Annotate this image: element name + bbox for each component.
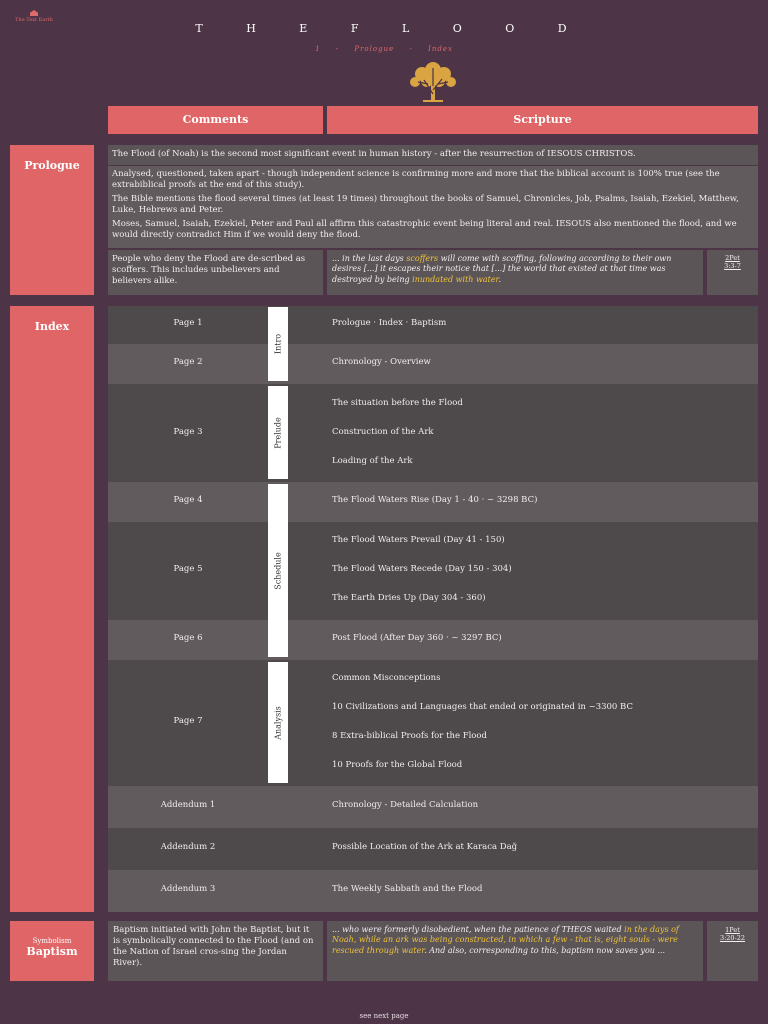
index-item[interactable]: 8 Extra-biblical Proofs for the Flood — [332, 731, 487, 741]
scripture-text: . — [498, 274, 502, 284]
subnav-link-prologue[interactable]: Prologue — [354, 45, 395, 53]
index-item[interactable]: Post Flood (After Day 360 · ~ 3297 BC) — [332, 633, 502, 643]
index-row-addendum-3[interactable] — [108, 870, 758, 912]
logo-text: The Text Earth — [15, 17, 53, 23]
group-tab-analysis — [268, 662, 288, 783]
index-row-page-4[interactable] — [108, 482, 758, 522]
section-title: Baptism — [26, 945, 78, 958]
page-label[interactable]: Page 4 — [173, 495, 203, 505]
subnav — [0, 45, 768, 53]
index-row-addendum-1[interactable] — [108, 786, 758, 828]
reference-book: 1Pet — [725, 926, 740, 934]
index-item[interactable]: 10 Proofs for the Global Flood — [332, 760, 463, 770]
tree-icon — [404, 58, 462, 106]
index-item[interactable]: Possible Location of the Ark at Karaca Dağ — [332, 842, 518, 852]
scripture-text: ... who were formerly disobedient, when the patience of THEOS waited — [332, 925, 625, 934]
subnav-separator: - — [335, 45, 340, 53]
index-row-page-2[interactable] — [108, 344, 758, 384]
section-sublabel: Symbolism — [32, 937, 72, 945]
scripture-highlight: inundated with water — [412, 274, 499, 284]
comments-column-header: Comments — [108, 106, 323, 134]
index-item[interactable]: Loading of the Ark — [332, 456, 413, 466]
reference-verse: 3:3-7 — [724, 261, 741, 270]
subnav-link-index[interactable]: Index — [428, 45, 453, 53]
scripture-highlight: scoffers — [406, 254, 439, 263]
index-item[interactable]: Prologue · Index · Baptism — [332, 318, 447, 328]
baptism-scripture — [327, 921, 703, 981]
prologue-paragraph: The Bible mentions the flood several times (at least 19 times) throughout the books of Samuel, Chronicles, Job, Psalms, Isaiah, Ezekiel, Matthew, Luke, Hebrews and Peter. — [112, 194, 739, 216]
section-label-prologue: Prologue — [10, 145, 94, 295]
page-label[interactable]: Page 6 — [173, 633, 203, 643]
index-item[interactable]: Construction of the Ark — [332, 427, 434, 437]
index-item[interactable]: The Flood Waters Rise (Day 1 - 40 · ~ 3298 BC) — [332, 495, 538, 505]
page-label[interactable]: Page 1 — [173, 318, 203, 328]
index-row-page-6[interactable] — [108, 620, 758, 660]
scripture-text: ... in the last days — [332, 254, 407, 263]
section-label-baptism — [10, 921, 94, 981]
index-item[interactable]: 10 Civilizations and Languages that ended or originated in ~3300 BC — [332, 702, 633, 712]
prologue-scripture — [327, 250, 703, 295]
prologue-intro: The Flood (of Noah) is the second most significant event in human history - after the resurrection of IESOUS CHRISTOS. — [108, 145, 758, 165]
index-item[interactable]: The situation before the Flood — [332, 398, 463, 408]
scripture-highlight: in the days of Noah, while an ark was being constructed, in which a few - that is, eight souls - were rescued through water — [332, 925, 679, 955]
index-item[interactable]: The Earth Dries Up (Day 304 - 360) — [332, 593, 486, 603]
reference-verse: 3:20-22 — [719, 933, 746, 942]
scripture-text: . And also, corresponding to this, baptism now saves you ... — [424, 945, 666, 955]
group-label: Schedule — [273, 551, 283, 590]
baptism-comment: Baptism initiated with John the Baptist, but it is symbolically connected to the Flood (and on the Nation of Israel cros-sing the Jordan River). — [108, 921, 323, 981]
page-label[interactable]: Addendum 1 — [160, 800, 216, 810]
subnav-separator: - — [409, 45, 413, 53]
index-item[interactable]: The Weekly Sabbath and the Flood — [332, 884, 483, 894]
page-label[interactable]: Addendum 2 — [160, 842, 216, 852]
page-label[interactable]: Page 7 — [173, 716, 203, 726]
index-item[interactable]: Common Misconceptions — [332, 673, 441, 683]
page-label[interactable]: Addendum 3 — [160, 884, 216, 894]
index-item[interactable]: Chronology - Overview — [332, 357, 431, 367]
scripture-reference-2pet[interactable] — [707, 250, 758, 295]
group-tab-prelude — [268, 386, 288, 479]
section-label-index: Index — [10, 306, 94, 912]
page-label[interactable]: Page 2 — [173, 357, 203, 367]
prologue-paragraph: Moses, Samuel, Isaiah, Ezekiel, Peter and Paul all affirm this catastrophic event being literal and real. IESOUS also mentioned the flood, and we would directly contradict Him if we would deny the flood. — [112, 219, 737, 241]
index-row-page-7[interactable] — [108, 660, 758, 786]
reference-book: 2Pet — [725, 254, 740, 262]
index-item[interactable]: Chronology - Detailed Calculation — [332, 800, 479, 810]
subnav-page-number: 1 — [315, 45, 321, 53]
index-item[interactable]: The Flood Waters Prevail (Day 41 - 150) — [332, 535, 505, 545]
prologue-comment: People who deny the Flood are de-scribed as scoffers. This includes unbelievers and believers alike. — [108, 250, 323, 295]
prologue-paragraph: Analysed, questioned, taken apart - though independent science is confirming more and more that the biblical account is 100% true (see the extrabiblical proofs at the end of this study). — [112, 169, 720, 191]
next-page-link[interactable]: see next page — [359, 1012, 409, 1020]
group-tab-schedule — [268, 484, 288, 657]
scripture-column-header: Scripture — [327, 106, 758, 134]
house-icon — [30, 10, 38, 16]
index-row-page-5[interactable] — [108, 522, 758, 620]
group-label: Intro — [273, 333, 283, 355]
scripture-text: will come with scoffing, following according to their own desires [...] it escapes their notice that [...] the world that existed at that time was destroyed by being — [332, 254, 672, 284]
index-row-page-3[interactable] — [108, 384, 758, 482]
index-row-page-1[interactable] — [108, 306, 758, 344]
group-label: Analysis — [273, 705, 283, 740]
page-label[interactable]: Page 3 — [173, 427, 203, 437]
page-label[interactable]: Page 5 — [173, 564, 203, 574]
prologue-body — [108, 166, 758, 248]
index-item[interactable]: The Flood Waters Recede (Day 150 - 304) — [332, 564, 512, 574]
group-tab-intro — [268, 307, 288, 381]
page-title: T H E F L O O D — [195, 22, 573, 35]
group-label: Prelude — [273, 416, 283, 449]
scripture-reference-1pet[interactable] — [707, 921, 758, 981]
index-row-addendum-2[interactable] — [108, 828, 758, 870]
